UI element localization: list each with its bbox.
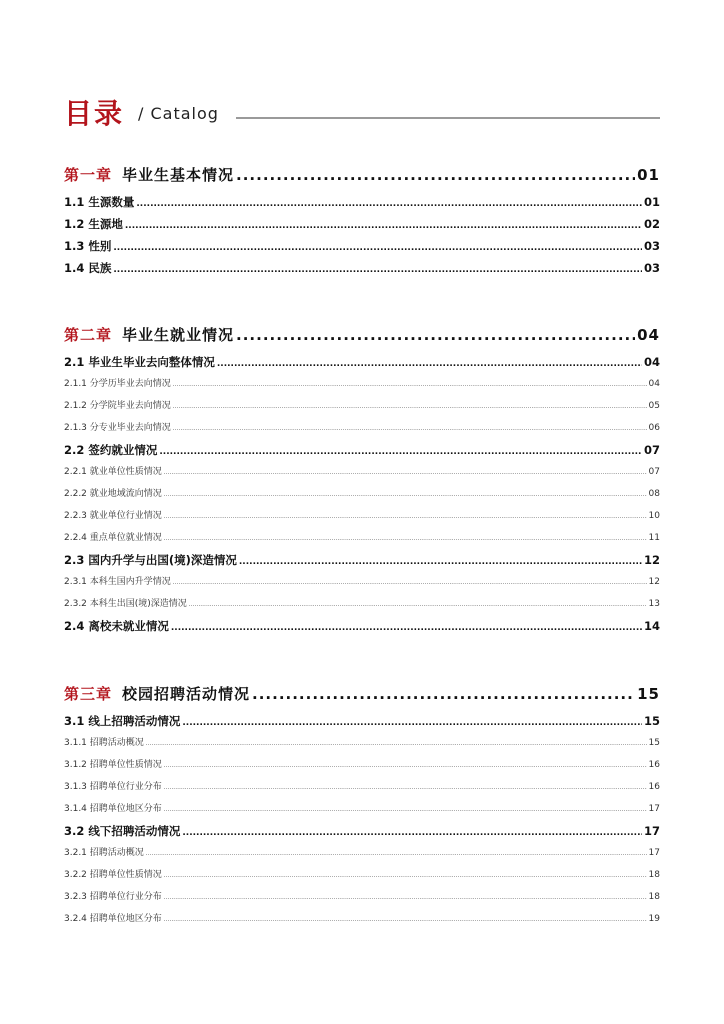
toc-subsection-entry (64, 508, 660, 530)
chapter-label (64, 324, 234, 345)
entry-label: 2.2.1 就业单位性质情况 (64, 467, 162, 477)
chapter-label (64, 683, 250, 704)
toc-subsection-entry (64, 801, 660, 823)
entry-label: 1.3 性别 (64, 239, 112, 253)
entry-label: 1.4 民族 (64, 261, 112, 275)
entry-page-number: 02 (643, 217, 660, 231)
toc-subsection-entry (64, 464, 660, 486)
dot-leader (182, 828, 642, 838)
dot-leader (164, 806, 647, 813)
toc-section-entry (64, 713, 660, 735)
dot-leader (164, 784, 647, 791)
toc-section-entry (64, 238, 660, 260)
entry-label: 3.1.4 招聘单位地区分布 (64, 804, 162, 814)
chapter-number: 第三章 (64, 685, 113, 703)
dot-leader (113, 243, 642, 253)
entry-label: 3.2.2 招聘单位性质情况 (64, 870, 162, 880)
entry-label: 2.2 签约就业情况 (64, 443, 158, 457)
dot-leader (146, 740, 647, 747)
entry-page-number: 05 (648, 401, 660, 411)
page-title: 目录 (64, 97, 125, 130)
dot-leader (164, 894, 647, 901)
toc-section-entry (64, 354, 660, 376)
entry-page-number: 07 (643, 443, 660, 457)
toc-subsection-entry (64, 420, 660, 442)
entry-label: 1.2 生源地 (64, 217, 123, 231)
entry-page-number: 15 (643, 714, 660, 728)
chapter-number: 第一章 (64, 166, 113, 184)
entry-page-number: 06 (648, 423, 660, 433)
header-divider (236, 117, 660, 119)
dot-leader (146, 850, 647, 857)
dot-leader (217, 359, 642, 369)
chapter-page-number: 01 (637, 166, 660, 184)
entry-label: 3.2.4 招聘单位地区分布 (64, 914, 162, 924)
entry-label: 2.3 国内升学与出国(境)深造情况 (64, 553, 237, 567)
entry-page-number: 12 (643, 553, 660, 567)
entry-label: 2.1.3 分专业毕业去向情况 (64, 423, 171, 433)
entry-label: 2.2.3 就业单位行业情况 (64, 511, 162, 521)
chapter-title: 校园招聘活动情况 (122, 685, 251, 703)
toc-subsection-entry (64, 867, 660, 889)
chapter-title: 毕业生基本情况 (122, 166, 235, 184)
dot-leader (182, 718, 642, 728)
entry-page-number: 12 (648, 577, 660, 587)
chapter-heading (64, 683, 660, 709)
toc-subsection-entry (64, 530, 660, 552)
toc-section-entry (64, 260, 660, 282)
entry-page-number: 14 (643, 619, 660, 633)
chapter-page-number: 15 (637, 685, 660, 703)
entry-page-number: 19 (648, 914, 660, 924)
toc-section-entry (64, 194, 660, 216)
entry-page-number: 08 (648, 489, 660, 499)
dot-leader (252, 685, 635, 703)
toc-subsection-entry (64, 398, 660, 420)
toc-section-entry (64, 216, 660, 238)
dot-leader (239, 557, 642, 567)
dot-leader (173, 425, 647, 432)
entry-page-number: 16 (648, 782, 660, 792)
entry-page-number: 17 (643, 824, 660, 838)
entry-page-number: 16 (648, 760, 660, 770)
chapter-block (64, 164, 660, 282)
toc-subsection-entry (64, 376, 660, 398)
entry-label: 1.1 生源数量 (64, 195, 135, 209)
dot-leader (173, 579, 647, 586)
entry-page-number: 18 (648, 892, 660, 902)
entry-page-number: 03 (643, 261, 660, 275)
entry-label: 2.1.2 分学院毕业去向情况 (64, 401, 171, 411)
chapter-heading (64, 324, 660, 350)
dot-leader (236, 326, 635, 344)
entry-page-number: 15 (648, 738, 660, 748)
dot-leader (164, 535, 647, 542)
entry-label: 3.1.2 招聘单位性质情况 (64, 760, 162, 770)
entry-page-number: 07 (648, 467, 660, 477)
entry-label: 2.3.2 本科生出国(境)深造情况 (64, 599, 187, 609)
toc-header (64, 92, 660, 132)
toc-subsection-entry (64, 735, 660, 757)
chapter-page-number: 04 (637, 326, 660, 344)
dot-leader (164, 513, 647, 520)
toc-subsection-entry (64, 845, 660, 867)
entry-page-number: 17 (648, 804, 660, 814)
toc-section-entry (64, 823, 660, 845)
toc-subsection-entry (64, 596, 660, 618)
entry-label: 3.2 线下招聘活动情况 (64, 824, 181, 838)
chapter-heading (64, 164, 660, 190)
chapter-block (64, 683, 660, 933)
entry-page-number: 11 (648, 533, 660, 543)
dot-leader (164, 491, 647, 498)
dot-leader (173, 403, 647, 410)
entry-label: 3.1.3 招聘单位行业分布 (64, 782, 162, 792)
entry-page-number: 03 (643, 239, 660, 253)
toc-subsection-entry (64, 574, 660, 596)
entry-label: 3.2.3 招聘单位行业分布 (64, 892, 162, 902)
entry-page-number: 17 (648, 848, 660, 858)
toc-subsection-entry (64, 757, 660, 779)
dot-leader (171, 623, 642, 633)
entry-label: 3.1 线上招聘活动情况 (64, 714, 181, 728)
dot-leader (164, 469, 647, 476)
chapter-label (64, 164, 234, 185)
dot-leader (164, 762, 647, 769)
dot-leader (236, 166, 635, 184)
entry-label: 2.1 毕业生毕业去向整体情况 (64, 355, 215, 369)
dot-leader (189, 601, 647, 608)
entry-page-number: 01 (643, 195, 660, 209)
entry-label: 2.3.1 本科生国内升学情况 (64, 577, 171, 587)
chapter-number: 第二章 (64, 326, 113, 344)
dot-leader (164, 872, 647, 879)
chapter-title: 毕业生就业情况 (122, 326, 235, 344)
toc-subsection-entry (64, 779, 660, 801)
chapter-block (64, 324, 660, 640)
dot-leader (173, 381, 647, 388)
toc-section-entry (64, 552, 660, 574)
toc-subsection-entry (64, 911, 660, 933)
dot-leader (136, 199, 642, 209)
toc-section-entry (64, 618, 660, 640)
entry-page-number: 04 (643, 355, 660, 369)
entry-label: 3.1.1 招聘活动概况 (64, 738, 144, 748)
entry-page-number: 13 (648, 599, 660, 609)
toc-subsection-entry (64, 486, 660, 508)
toc-section-entry (64, 442, 660, 464)
page-subtitle: / Catalog (138, 104, 219, 123)
toc-subsection-entry (64, 889, 660, 911)
entry-page-number: 04 (648, 379, 660, 389)
entry-page-number: 10 (648, 511, 660, 521)
entry-label: 2.1.1 分学历毕业去向情况 (64, 379, 171, 389)
dot-leader (159, 447, 642, 457)
entry-label: 3.2.1 招聘活动概况 (64, 848, 144, 858)
entry-label: 2.2.2 就业地域流向情况 (64, 489, 162, 499)
entry-label: 2.4 离校未就业情况 (64, 619, 169, 633)
dot-leader (164, 916, 647, 923)
entry-page-number: 18 (648, 870, 660, 880)
entry-label: 2.2.4 重点单位就业情况 (64, 533, 162, 543)
dot-leader (125, 221, 642, 231)
dot-leader (113, 265, 642, 275)
